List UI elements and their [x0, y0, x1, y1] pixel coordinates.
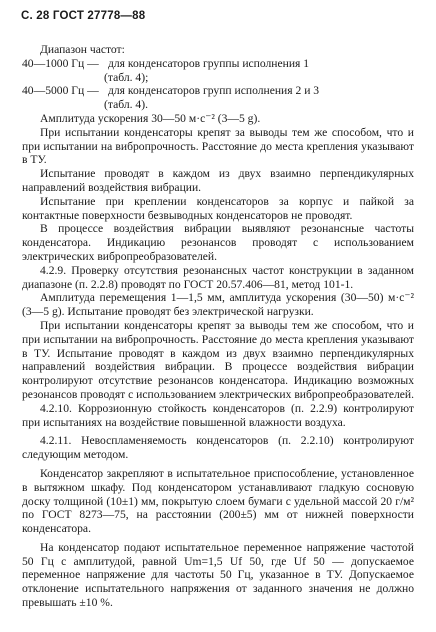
- paragraph: 4.2.11. Невоспламеняемость конденсаторов (п. 2.2.10) контролируют следующим методом.: [22, 434, 414, 462]
- document-body: [22, 43, 414, 610]
- frequency-item: [22, 57, 414, 85]
- page-header: С. 28 ГОСТ 27778—88: [21, 10, 146, 22]
- paragraph: Испытание при креплении конденсаторов за корпус и пайкой за контактные поверхности безвыводных конденсаторов не проводят.: [22, 194, 414, 222]
- frequency-tail: (табл. 4).: [104, 98, 148, 112]
- paragraph: Испытание проводят в каждом из двух взаимно перпендикулярных направлений воздействия вибрации.: [22, 167, 414, 194]
- frequency-tail: (табл. 4);: [104, 70, 149, 84]
- paragraph: При испытании конденсаторы крепят за выводы тем же способом, что и при испытании на вибропрочность. Расстояние до места крепления указывают в ТУ.: [22, 125, 414, 167]
- frequency-range: 40—1000 Гц —: [22, 56, 99, 70]
- paragraph: На конденсатор подают испытательное переменное напряжение частотой 50 Гц с амплитудой, равной Um=1,5 Uf 50, где Uf 50 — допускаемое переменное напряжение для частоты 50 Гц, указанное в ТУ. Допускаемое отклонение испытательного напряжения от заданного значения не должно превышать ±10 %.: [22, 540, 414, 610]
- paragraph: Диапазон частот:: [40, 43, 125, 56]
- paragraph: Амплитуда ускорения 30—50 м·с⁻² (3—5 g).: [40, 111, 261, 125]
- frequency-item: [22, 84, 414, 112]
- paragraph: 4.2.9. Проверку отсутствия резонансных частот конструкции в заданном диапазоне (п. 2.2.8) проводят по ГОСТ 20.57.406—81, метод 101-1.: [22, 263, 414, 291]
- frequency-text: [104, 84, 414, 112]
- paragraph: Амплитуда перемещения 1—1,5 мм, амплитуда ускорения (30—50) м·с⁻² (3—5 g). Испытание проводят без электрической нагрузки.: [22, 291, 414, 319]
- frequency-desc: для конденсаторов групп исполнения 2 и 3: [108, 84, 320, 98]
- paragraph: В процессе воздействия вибрации выявляют резонансные частоты конденсатора. Индикацию резонансов проводят с использованием электрических вибропреобразователей.: [22, 222, 414, 263]
- frequency-desc: для конденсаторов группы исполнения 1: [108, 56, 310, 70]
- paragraph: Конденсатор закрепляют в испытательное приспособление, установленное в вытяжном шкафу. Под конденсатором устанавливают гладкую сосновую доску толщиной (10±1) мм, покрытую слоем бумаги с удельной массой 20 г/м² по ГОСТ 8273—75, на расстоянии (200±5) мм от нижней поверхности конденсатора.: [22, 466, 414, 536]
- paragraph: При испытании конденсаторы крепят за выводы тем же способом, что и при испытании на вибропрочность. Расстояние до места крепления указывают в ТУ. Испытание проводят в каждом из двух взаимно перпендикулярных направлений воздействия вибрации. В процессе воздействия вибрации контролируют отсутствие резонансов конденсатора. Индикацию возможных резонансов проводят с использованием электрических вибропреобразователей.: [22, 318, 415, 401]
- frequency-text: [104, 56, 414, 85]
- paragraph: 4.2.10. Коррозионную стойкость конденсаторов (п. 2.2.9) контролируют при испытаниях на воздействие повышенной влажности воздуха.: [22, 401, 414, 429]
- frequency-range: 40—5000 Гц —: [22, 84, 99, 98]
